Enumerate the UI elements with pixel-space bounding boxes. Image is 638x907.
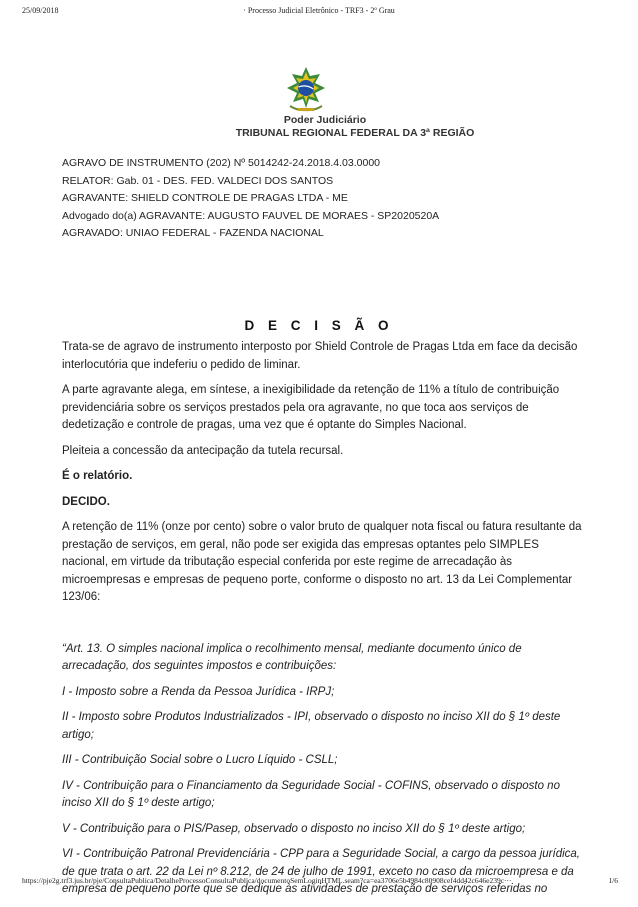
paragraph: A parte agravante alega, em síntese, a inexigibilidade da retenção de 11% a título de contribuição previdenciária sobre os serviços prestados pela ora agravante, no que toca aos serviços de dedetização e controle de pragas, uma vez que é optante do Simples Nacional. <box>62 384 560 431</box>
quote-paragraph: “Art. 13. O simples nacional implica o recolhimento mensal, mediante documento único de arrecadação, dos seguintes impostos e contribuições: <box>62 642 522 672</box>
paragraph: A retenção de 11% (onze por cento) sobre o valor bruto de qualquer nota fiscal ou fatura resultante da prestação de serviços, em geral, não pode ser exigida das empresas optantes pelo SIMPLES nacional, em virtude da tributação especial conferida por este regime de arrecadação às microempresas e empresas de pequeno porte, conforme o disposto no art. 13 da Lei Complementar 123/06: <box>62 521 582 603</box>
quote-paragraph: V - Contribuição para o PIS/Pasep, observado o disposto no inciso XII do § 1º deste artigo; <box>62 822 526 835</box>
decision-body <box>62 339 582 907</box>
quote-paragraph: VI - Contribuição Patronal Previdenciária - CPP para a Seguridade Social, a cargo da pessoa jurídica, de que trata o art. 22 da Lei nº 8.212, de 24 de julho de 1991, exceto no caso da microempresa e da empresa de pequeno porte que se dedique às atividades de prestação de serviços referidas no <box>62 848 580 895</box>
letterhead-line1: Poder Judiciário <box>283 114 367 126</box>
print-date: 25/09/2018 <box>22 6 59 15</box>
caption-advogado: Advogado do(a) AGRAVANTE: AUGUSTO FAUVEL DE MORAES - SP2020520A <box>62 209 440 222</box>
print-title: · Processo Judicial Eletrônico - TRF3 - 2º Grau <box>243 6 395 15</box>
letterhead-line2: TRIBUNAL REGIONAL FEDERAL DA 3ª REGIÃO <box>235 127 475 139</box>
page-number: 1/6 <box>608 876 618 885</box>
quote-paragraph: IV - Contribuição para o Financiamento da Seguridade Social - COFINS, observado o disposto no inciso XII do § 1º deste artigo; <box>62 779 560 809</box>
decido-heading: DECIDO. <box>62 495 110 508</box>
caption-agravante: AGRAVANTE: SHIELD CONTROLE DE PRAGAS LTDA - ME <box>62 192 348 204</box>
relatorio-heading: É o relatório. <box>62 470 133 482</box>
caption-class: AGRAVO DE INSTRUMENTO (202) Nº 5014242-24.2018.4.03.0000 <box>62 157 381 169</box>
paragraph: Pleiteia a concessão da antecipação da tutela recursal. <box>62 444 344 457</box>
decision-title: D E C I S Ã O <box>244 318 394 333</box>
print-url: https://pje2g.trf3.jus.br/pje/ConsultaPublica/DetalheProcessoConsultaPublica/documentoSemLoginHTML.seam?ca=ea3706e5b4984c80908cef4dd42c646e239c··· <box>22 876 512 885</box>
case-caption <box>62 155 582 243</box>
brasao-republica-icon <box>284 66 328 114</box>
caption-agravado: AGRAVADO: UNIAO FEDERAL - FAZENDA NACIONAL <box>62 227 324 239</box>
paragraph: Trata-se de agravo de instrumento interposto por Shield Controle de Pragas Ltda em face da decisão interlocutória que indeferiu o pedido de liminar. <box>62 341 578 371</box>
quote-paragraph: II - Imposto sobre Produtos Industrializados - IPI, observado o disposto no inciso XII do § 1º deste artigo; <box>62 711 561 741</box>
caption-relator: RELATOR: Gab. 01 - DES. FED. VALDECI DOS SANTOS <box>62 174 334 187</box>
quote-paragraph: I - Imposto sobre a Renda da Pessoa Jurídica - IRPJ; <box>62 685 335 698</box>
quote-paragraph: III - Contribuição Social sobre o Lucro Líquido - CSLL; <box>62 754 338 766</box>
